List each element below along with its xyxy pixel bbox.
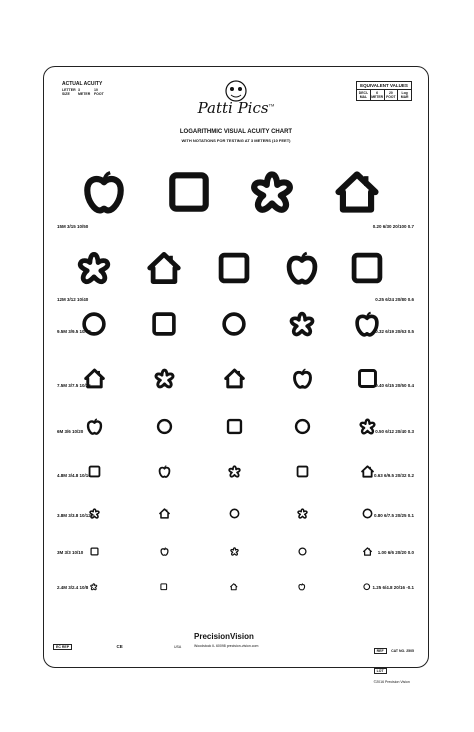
meter-col: 6 METER	[371, 91, 384, 99]
star-icon	[297, 508, 308, 519]
actual-acuity-label: ACTUAL ACUITY	[62, 81, 103, 87]
footer-left	[53, 635, 123, 653]
meter-label: 3 METER	[78, 88, 91, 96]
lot-box: LOT	[374, 668, 387, 674]
square-icon	[160, 583, 168, 591]
brand-name: Patti Pics	[197, 99, 269, 117]
square-icon	[151, 311, 177, 337]
acuity-chart-card	[43, 66, 429, 684]
circle-icon	[221, 311, 247, 337]
row-equivalent-label: 0.63 6/9.5 20/32 0.2	[373, 473, 414, 478]
equivalent-values-header	[356, 81, 412, 101]
star-icon	[90, 583, 98, 591]
apple-icon	[292, 368, 313, 389]
circle-icon	[294, 418, 311, 435]
apple-icon	[285, 251, 319, 285]
row-equivalent-label: 0.20 6/30 20/100 0.7	[372, 224, 414, 229]
star-icon	[228, 465, 241, 478]
ref-box: REF	[374, 648, 387, 654]
row-equivalent-label: 1.25 6/4.8 20/16 -0.1	[372, 585, 414, 590]
row-equivalent-label: 1.00 6/6 20/20 0.0	[377, 550, 414, 555]
row-acuity-label: 3M 3/3 10/10	[57, 550, 84, 555]
logmar-col: Log MAR	[400, 91, 409, 99]
apple-icon	[158, 465, 171, 478]
circle-icon	[229, 508, 240, 519]
circle-icon	[298, 547, 307, 556]
house-icon	[361, 465, 374, 478]
row-acuity-label: 2.4M 3/2.4 10/8	[57, 585, 89, 590]
house-icon	[363, 547, 372, 556]
row-acuity-label: 15M 3/15 10/50	[57, 224, 89, 229]
star-icon	[154, 368, 175, 389]
chart-title: LOGARITHMIC VISUAL ACUITY CHART	[179, 129, 293, 135]
circle-icon	[363, 583, 371, 591]
ec-rep-box: EC REP	[53, 644, 72, 650]
precision-vision-logo: PrecisionVision	[194, 632, 254, 641]
house-icon	[224, 368, 245, 389]
house-icon	[335, 170, 379, 214]
square-icon	[217, 251, 251, 285]
apple-icon	[298, 583, 306, 591]
square-icon	[296, 465, 309, 478]
house-icon	[159, 508, 170, 519]
row-equivalent-label: 0.50 6/12 20/40 0.3	[375, 429, 414, 434]
star-icon	[77, 251, 111, 285]
row-equivalent-label: 0.32 6/19 20/63 0.5	[375, 329, 414, 334]
apple-icon	[160, 547, 169, 556]
footer-address: Woodstock IL 60098 precision-vision.com	[194, 644, 259, 648]
copyright: ©2016 Precision Vision	[373, 680, 410, 684]
chart-subtitle: WITH NOTATIONS FOR TESTING AT 3 METERS (10 FEET)	[181, 138, 291, 143]
row-acuity-label: 3.8M 3/3.8 10/12.5	[57, 513, 95, 518]
row-acuity-label: 4.8M 3/4.8 10/16	[57, 473, 91, 478]
cat-no: CAT NO. 2505	[391, 649, 414, 653]
star-icon	[289, 311, 315, 337]
square-icon	[226, 418, 243, 435]
row-acuity-label: 9.5M 3/9.5 10/32	[57, 329, 91, 334]
decimal-col: DECI-MAL	[357, 90, 371, 100]
house-icon	[147, 251, 181, 285]
footer-right	[374, 639, 414, 684]
row-acuity-label: 12M 3/12 10/40	[57, 297, 89, 302]
circle-icon	[362, 508, 373, 519]
row-acuity-label: 6M 3/6 10/20	[57, 429, 84, 434]
circle-icon	[156, 418, 173, 435]
star-icon	[250, 170, 294, 214]
house-icon	[230, 583, 238, 591]
square-icon	[90, 547, 99, 556]
equivalent-values-label: EQUIVALENT VALUES	[357, 82, 411, 90]
star-icon	[359, 418, 376, 435]
letter-size-label: LETTER SIZE	[62, 88, 76, 96]
row-equivalent-label: 0.25 6/24 20/80 0.6	[375, 297, 414, 302]
foot-label: 10 FOOT	[94, 88, 104, 96]
row-equivalent-label: 0.40 6/15 20/50 0.4	[375, 383, 414, 388]
foot-col: 20 FOOT	[385, 90, 399, 100]
row-equivalent-label: 0.80 6/7.5 20/25 0.1	[373, 513, 414, 518]
square-icon	[350, 251, 384, 285]
ce-mark: CE	[116, 644, 123, 649]
row-acuity-label: 7.5M 3/7.5 10/25	[57, 383, 91, 388]
trademark: TM	[268, 102, 275, 108]
apple-icon	[86, 418, 103, 435]
square-icon	[167, 170, 211, 214]
apple-icon	[82, 170, 126, 214]
star-icon	[230, 547, 239, 556]
usa-label: USA	[174, 645, 182, 649]
